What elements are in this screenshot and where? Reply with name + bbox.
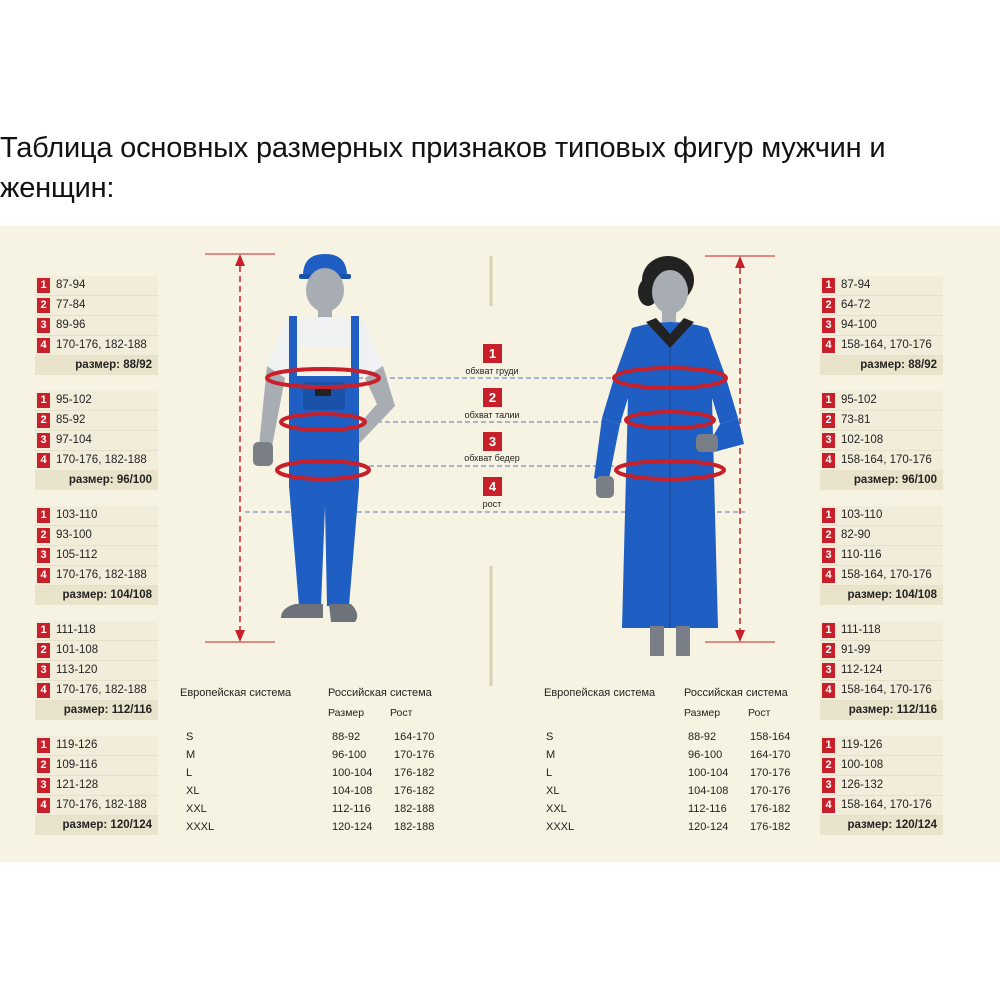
measurement-value: 121-128: [56, 779, 99, 791]
table-row: [544, 783, 814, 800]
size-card-row: [35, 621, 158, 641]
table-cell-eu: M: [186, 749, 196, 761]
table-cell-h: 164-170: [750, 749, 791, 761]
measurement-value: 73-81: [841, 414, 871, 426]
measurement-number-badge: 4: [37, 683, 50, 698]
size-card-row: [820, 681, 943, 701]
table-header-european: Европейская система: [544, 687, 656, 699]
table-row: [544, 801, 814, 818]
table-cell-h: 176-182: [394, 785, 435, 797]
table-cell-eu: XXXL: [546, 821, 575, 833]
measurement-value: 158-164, 170-176: [841, 339, 932, 351]
measurement-value: 95-102: [56, 394, 92, 406]
table-cell-eu: L: [186, 767, 193, 779]
measurement-value: 95-102: [841, 394, 877, 406]
measurement-value: 170-176, 182-188: [56, 684, 147, 696]
measurement-number-badge: 2: [37, 643, 50, 658]
table-cell-eu: XXL: [186, 803, 207, 815]
table-cell-ru: 120-124: [688, 821, 729, 833]
legend-badge-2: 2: [483, 388, 502, 407]
measurement-value: 170-176, 182-188: [56, 799, 147, 811]
table-cell-eu: S: [186, 731, 194, 743]
measurement-number-badge: 4: [822, 338, 835, 353]
size-card-row: [35, 276, 158, 296]
table-cell-h: 176-182: [750, 803, 791, 815]
table-cell-ru: 112-116: [332, 803, 371, 815]
table-cell-eu: XL: [546, 785, 560, 797]
measurement-number-badge: 4: [822, 453, 835, 468]
size-card: [820, 391, 943, 490]
measurement-value: 110-116: [841, 549, 882, 561]
measurement-number-badge: 4: [37, 338, 50, 353]
size-label: размер: 120/124: [35, 816, 158, 835]
measurement-value: 102-108: [841, 434, 884, 446]
size-card-row: [820, 776, 943, 796]
measurement-number-badge: 3: [37, 318, 50, 333]
infographic-panel: [0, 226, 1000, 862]
size-label: размер: 104/108: [820, 586, 943, 605]
size-card-row: [35, 526, 158, 546]
measurement-number-badge: 2: [822, 413, 835, 428]
measurement-number-badge: 1: [37, 508, 50, 523]
size-card-row: [820, 641, 943, 661]
measurement-value: 89-96: [56, 319, 86, 331]
measurement-number-badge: 4: [822, 683, 835, 698]
measurement-value: 112-124: [841, 664, 883, 676]
table-row: [180, 765, 450, 782]
table-cell-h: 170-176: [750, 785, 791, 797]
legend-label-hips: обхват бедер: [464, 453, 520, 463]
table-cell-h: 176-182: [750, 821, 791, 833]
size-card-row: [35, 506, 158, 526]
legend-label-waist: обхват талии: [464, 410, 520, 420]
size-label: размер: 120/124: [820, 816, 943, 835]
measurement-number-badge: 3: [37, 548, 50, 563]
size-card-row: [820, 796, 943, 816]
measurement-value: 119-126: [841, 739, 883, 751]
table-row: [544, 729, 814, 746]
size-card-row: [35, 661, 158, 681]
size-label: размер: 88/92: [820, 356, 943, 375]
measurement-number-badge: 2: [37, 298, 50, 313]
size-card-row: [820, 391, 943, 411]
measurement-number-badge: 1: [822, 278, 835, 293]
measurement-number-badge: 1: [37, 738, 50, 753]
measurement-value: 105-112: [56, 549, 98, 561]
table-cell-h: 182-188: [394, 821, 435, 833]
size-label: размер: 112/116: [35, 701, 158, 720]
size-card: [820, 276, 943, 375]
measurement-value: 94-100: [841, 319, 877, 331]
size-card-row: [35, 756, 158, 776]
size-label: размер: 112/116: [820, 701, 943, 720]
size-card-row: [35, 566, 158, 586]
table-cell-ru: 104-108: [332, 785, 373, 797]
measurement-number-badge: 3: [37, 778, 50, 793]
measurement-value: 170-176, 182-188: [56, 569, 147, 581]
table-cell-ru: 104-108: [688, 785, 729, 797]
measurement-value: 113-120: [56, 664, 98, 676]
table-subheader-height: Рост: [390, 707, 413, 719]
measurement-number-badge: 1: [822, 738, 835, 753]
measurement-value: 101-108: [56, 644, 99, 656]
table-cell-eu: S: [546, 731, 554, 743]
size-card: [820, 621, 943, 720]
size-card-row: [820, 566, 943, 586]
measurement-value: 158-164, 170-176: [841, 684, 932, 696]
table-cell-ru: 112-116: [688, 803, 727, 815]
size-card-row: [35, 776, 158, 796]
measurement-value: 111-118: [841, 624, 881, 636]
size-card-row: [820, 661, 943, 681]
table-cell-ru: 88-92: [332, 731, 361, 743]
measurement-number-badge: 2: [822, 758, 835, 773]
size-card: [35, 736, 158, 835]
measurement-value: 91-99: [841, 644, 871, 656]
measurement-value: 85-92: [56, 414, 86, 426]
measurement-number-badge: 4: [37, 453, 50, 468]
measurement-number-badge: 2: [37, 528, 50, 543]
table-cell-eu: XL: [186, 785, 200, 797]
female-figure-illustration: [588, 248, 763, 668]
measurement-number-badge: 2: [822, 298, 835, 313]
measurement-number-badge: 1: [822, 623, 835, 638]
measurement-number-badge: 2: [37, 413, 50, 428]
size-card-row: [820, 451, 943, 471]
measurement-number-badge: 2: [822, 643, 835, 658]
size-card: [820, 506, 943, 605]
table-subheader-size: Размер: [684, 707, 721, 719]
table-row: [180, 783, 450, 800]
men-size-table: [180, 681, 450, 836]
measurement-value: 158-164, 170-176: [841, 799, 932, 811]
size-card-row: [35, 411, 158, 431]
size-card-row: [35, 796, 158, 816]
measurement-number-badge: 1: [822, 393, 835, 408]
size-card-row: [820, 756, 943, 776]
measurement-value: 170-176, 182-188: [56, 339, 147, 351]
legend-badge-4: 4: [483, 477, 502, 496]
table-row: [180, 729, 450, 746]
measurement-number-badge: 4: [822, 798, 835, 813]
table-header-european: Европейская система: [180, 687, 292, 699]
legend-label-chest: обхват груди: [465, 366, 519, 376]
measurement-value: 100-108: [841, 759, 884, 771]
women-size-table: [544, 681, 814, 836]
measurement-number-badge: 1: [37, 278, 50, 293]
size-label: размер: 96/100: [35, 471, 158, 490]
size-card-row: [820, 526, 943, 546]
table-cell-h: 170-176: [750, 767, 791, 779]
table-cell-h: 164-170: [394, 731, 435, 743]
size-card: [35, 391, 158, 490]
measurement-value: 158-164, 170-176: [841, 454, 932, 466]
table-row: [180, 801, 450, 818]
size-card-row: [820, 431, 943, 451]
size-label: размер: 96/100: [820, 471, 943, 490]
size-card-row: [35, 431, 158, 451]
measurement-value: 170-176, 182-188: [56, 454, 147, 466]
table-cell-ru: 100-104: [688, 767, 729, 779]
measurement-number-badge: 3: [822, 548, 835, 563]
measurement-value: 64-72: [841, 299, 871, 311]
table-row: [544, 819, 814, 836]
size-label: размер: 88/92: [35, 356, 158, 375]
measurement-value: 87-94: [841, 279, 871, 291]
table-cell-h: 182-188: [394, 803, 435, 815]
measurement-number-badge: 4: [37, 798, 50, 813]
measurement-value: 82-90: [841, 529, 871, 541]
measurement-number-badge: 4: [822, 568, 835, 583]
measurement-value: 109-116: [56, 759, 98, 771]
measurement-number-badge: 3: [37, 433, 50, 448]
measurement-number-badge: 4: [37, 568, 50, 583]
size-card-row: [35, 296, 158, 316]
legend-label-height: рост: [482, 499, 502, 509]
table-cell-eu: XXXL: [186, 821, 215, 833]
table-cell-ru: 96-100: [332, 749, 367, 761]
size-card-row: [35, 316, 158, 336]
male-figure-illustration: [245, 246, 405, 666]
legend-badge-1: 1: [483, 344, 502, 363]
measurement-value: 103-110: [56, 509, 98, 521]
measurement-number-badge: 3: [822, 663, 835, 678]
measurement-number-badge: 1: [37, 623, 50, 638]
table-cell-eu: XXL: [546, 803, 567, 815]
size-card-row: [35, 336, 158, 356]
table-cell-ru: 120-124: [332, 821, 373, 833]
table-subheader-size: Размер: [328, 707, 365, 719]
size-card-row: [820, 336, 943, 356]
size-card-row: [35, 681, 158, 701]
measurement-number-badge: 1: [37, 393, 50, 408]
table-row: [180, 747, 450, 764]
measurement-value: 97-104: [56, 434, 92, 446]
table-header-russian: Российская система: [684, 687, 788, 699]
size-card-row: [35, 391, 158, 411]
table-cell-ru: 88-92: [688, 731, 717, 743]
table-row: [180, 819, 450, 836]
size-card: [35, 276, 158, 375]
measurement-value: 119-126: [56, 739, 98, 751]
measurement-number-badge: 3: [822, 318, 835, 333]
size-card-row: [35, 546, 158, 566]
measurement-number-badge: 2: [822, 528, 835, 543]
size-card-row: [820, 276, 943, 296]
table-cell-h: 176-182: [394, 767, 435, 779]
table-cell-eu: L: [546, 767, 553, 779]
table-cell-ru: 100-104: [332, 767, 373, 779]
size-card: [35, 506, 158, 605]
measurement-number-badge: 1: [822, 508, 835, 523]
measurement-number-badge: 3: [822, 778, 835, 793]
measurement-value: 126-132: [841, 779, 884, 791]
size-card-row: [820, 546, 943, 566]
size-label: размер: 104/108: [35, 586, 158, 605]
measurement-number-badge: 3: [822, 433, 835, 448]
size-card-row: [35, 736, 158, 756]
size-card-row: [35, 451, 158, 471]
size-card-row: [820, 296, 943, 316]
table-subheader-height: Рост: [748, 707, 771, 719]
page-title: Таблица основных размерных признаков типовых фигур мужчин и женщин:: [0, 132, 886, 204]
size-card-row: [820, 316, 943, 336]
table-cell-eu: M: [546, 749, 556, 761]
size-card: [35, 621, 158, 720]
legend-badge-3: 3: [483, 432, 502, 451]
size-card-row: [820, 506, 943, 526]
table-cell-h: 170-176: [394, 749, 435, 761]
table-cell-h: 158-164: [750, 731, 791, 743]
table-row: [544, 747, 814, 764]
size-card-row: [820, 621, 943, 641]
size-card-row: [35, 641, 158, 661]
measurement-value: 111-118: [56, 624, 96, 636]
measurement-value: 93-100: [56, 529, 92, 541]
measurement-value: 77-84: [56, 299, 86, 311]
size-card-row: [820, 411, 943, 431]
measurement-number-badge: 3: [37, 663, 50, 678]
table-row: [544, 765, 814, 782]
measurement-value: 87-94: [56, 279, 86, 291]
size-card: [820, 736, 943, 835]
size-card-row: [820, 736, 943, 756]
measurement-number-badge: 2: [37, 758, 50, 773]
measurement-value: 103-110: [841, 509, 883, 521]
measurement-value: 158-164, 170-176: [841, 569, 932, 581]
table-header-russian: Российская система: [328, 687, 432, 699]
table-cell-ru: 96-100: [688, 749, 723, 761]
